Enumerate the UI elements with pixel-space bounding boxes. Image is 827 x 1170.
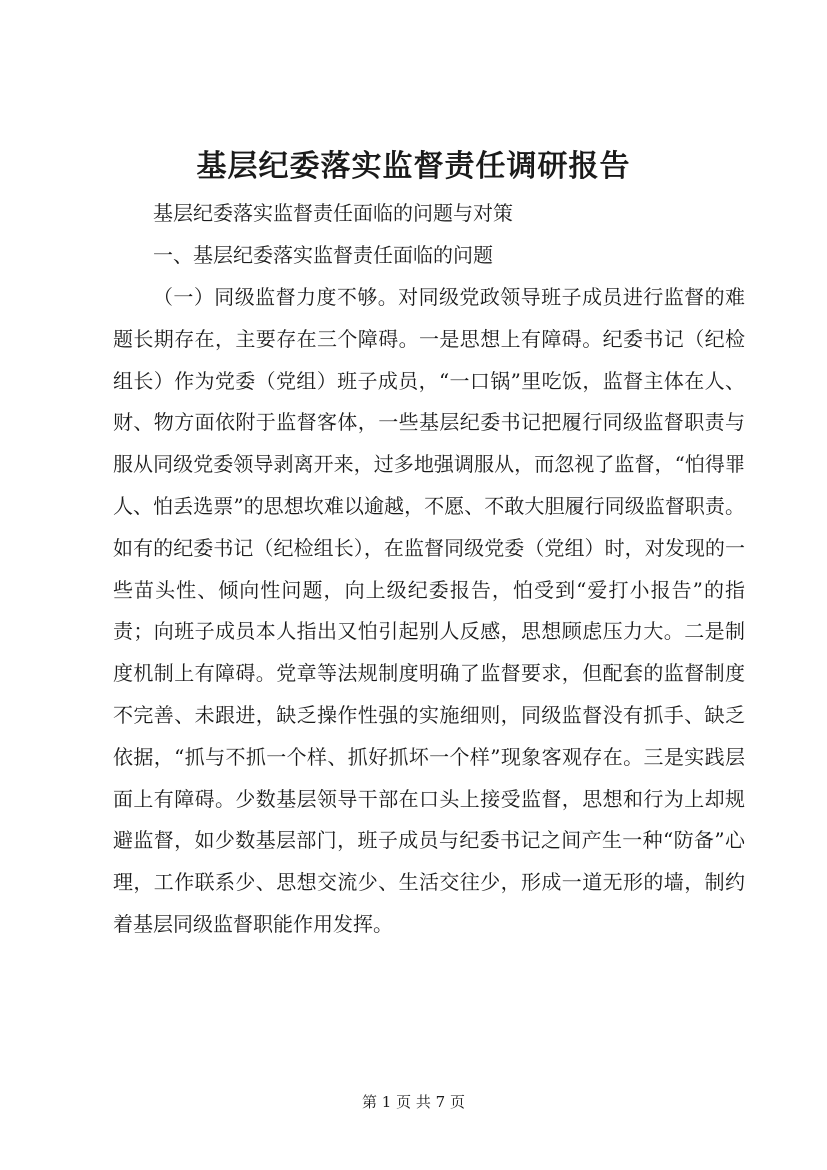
section-heading: 一、基层纪委落实监督责任面临的问题: [153, 243, 493, 267]
body-paragraph: （一）同级监督力度不够。对同级党政领导班子成员进行监督的难题长期存在，主要存在三个障碍。一是思想上有障碍。纪委书记（纪检组长）作为党委（党组）班子成员，“一口锅”里吃饭，监督主体在人、财、物方面依附于监督客体，一些基层纪委书记把履行同级监督职责与服从同级党委领导剥离开来，过多地强调服从，而忽视了监督，“怕得罪人、怕丢选票”的思想坎难以逾越，不愿、不敢大胆履行同级监督职责。如有的纪委书记（纪检组长），在监督同级党委（党组）时，对发现的一些苗头性、倾向性问题，向上级纪委报告，怕受到“爱打小报告”的指责；向班子成员本人指出又怕引起别人反感，思想顾虑压力大。二是制度机制上有障碍。党章等法规制度明确了监督要求，但配套的监督制度不完善、未跟进，缺乏操作性强的实施细则，同级监督没有抓手、缺乏依据，“抓与不抓一个样、抓好抓坏一个样”现象客观存在。三是实践层面上有障碍。少数基层领导干部在口头上接受监督，思想和行为上却规避监督，如少数基层部门，班子成员与纪委书记之间产生一种“防备”心理，工作联系少、思想交流少、生活交往少，形成一道无形的墙，制约着基层同级监督职能作用发挥。: [113, 285, 745, 936]
document-title: 基层纪委落实监督责任调研报告: [196, 149, 631, 184]
document-subtitle: 基层纪委落实监督责任面临的问题与对策: [153, 201, 513, 225]
page-footer: 第 1 页 共 7 页: [362, 1093, 465, 1111]
